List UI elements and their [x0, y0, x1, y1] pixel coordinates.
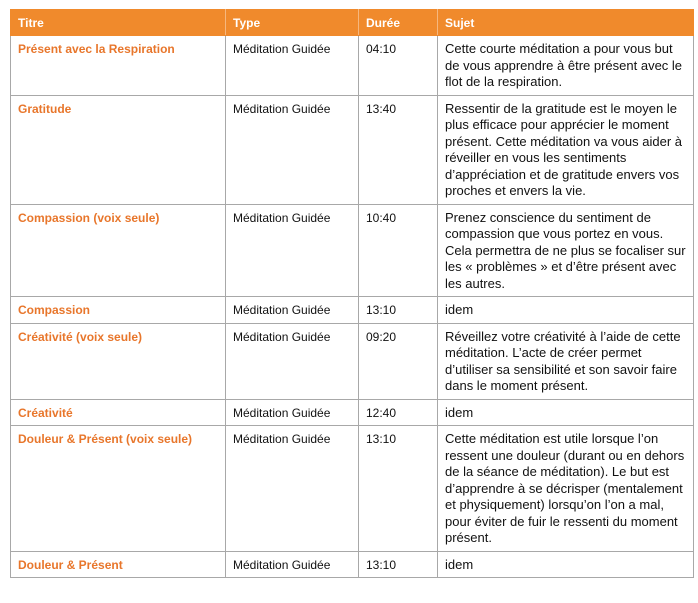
row-subject: Ressentir de la gratitude est le moyen le plus efficace pour apprécier le moment présent. Cette méditation va vous aider à réveiller en vous les sentiments d’appréciation et de gratitude envers vos proches et envers la vie. — [438, 95, 694, 204]
row-subject: idem — [438, 297, 694, 324]
row-duration: 13:10 — [359, 297, 438, 324]
header-type: Type — [226, 10, 359, 36]
row-title: Douleur & Présent (voix seule) — [11, 426, 226, 552]
row-duration: 13:40 — [359, 95, 438, 204]
table-row — [11, 426, 694, 552]
row-type: Méditation Guidée — [226, 323, 359, 399]
row-duration: 04:10 — [359, 36, 438, 96]
row-type: Méditation Guidée — [226, 426, 359, 552]
row-type: Méditation Guidée — [226, 36, 359, 96]
row-type: Méditation Guidée — [226, 551, 359, 578]
row-type: Méditation Guidée — [226, 297, 359, 324]
row-duration: 12:40 — [359, 399, 438, 426]
row-type: Méditation Guidée — [226, 399, 359, 426]
row-subject: Réveillez votre créativité à l’aide de cette méditation. L’acte de créer permet d’utiliser sa sensibilité et son savoir faire dans le moment présent. — [438, 323, 694, 399]
row-subject: idem — [438, 551, 694, 578]
row-title: Compassion — [11, 297, 226, 324]
row-subject: idem — [438, 399, 694, 426]
row-duration: 09:20 — [359, 323, 438, 399]
row-title: Présent avec la Respiration — [11, 36, 226, 96]
table-row — [11, 551, 694, 578]
row-title: Créativité — [11, 399, 226, 426]
meditation-table — [10, 9, 694, 578]
row-title: Douleur & Présent — [11, 551, 226, 578]
table-row — [11, 323, 694, 399]
row-type: Méditation Guidée — [226, 204, 359, 297]
table-header — [11, 10, 694, 36]
table-body — [11, 36, 694, 578]
row-type: Méditation Guidée — [226, 95, 359, 204]
table-row — [11, 36, 694, 96]
table-row — [11, 399, 694, 426]
table-row — [11, 297, 694, 324]
row-title: Compassion (voix seule) — [11, 204, 226, 297]
header-title: Titre — [11, 10, 226, 36]
row-subject: Prenez conscience du sentiment de compassion que vous portez en vous. Cela permettra de ne plus se focaliser sur les « problèmes » et d’être présent avec les autres. — [438, 204, 694, 297]
row-duration: 13:10 — [359, 426, 438, 552]
row-duration: 10:40 — [359, 204, 438, 297]
row-duration: 13:10 — [359, 551, 438, 578]
table-row — [11, 95, 694, 204]
row-title: Créativité (voix seule) — [11, 323, 226, 399]
header-subject: Sujet — [438, 10, 694, 36]
row-subject: Cette courte méditation a pour vous but de vous apprendre à être présent avec le flot de la respiration. — [438, 36, 694, 96]
row-title: Gratitude — [11, 95, 226, 204]
row-subject: Cette méditation est utile lorsque l’on ressent une douleur (durant ou en dehors de la séance de méditation). Le but est d’apprendre à se décrisper (mentalement et physiquement) lorsqu’on l’on a mal, pour éviter de fuir le ressenti du moment présent. — [438, 426, 694, 552]
table-row — [11, 204, 694, 297]
header-duration: Durée — [359, 10, 438, 36]
header-row — [11, 10, 694, 36]
